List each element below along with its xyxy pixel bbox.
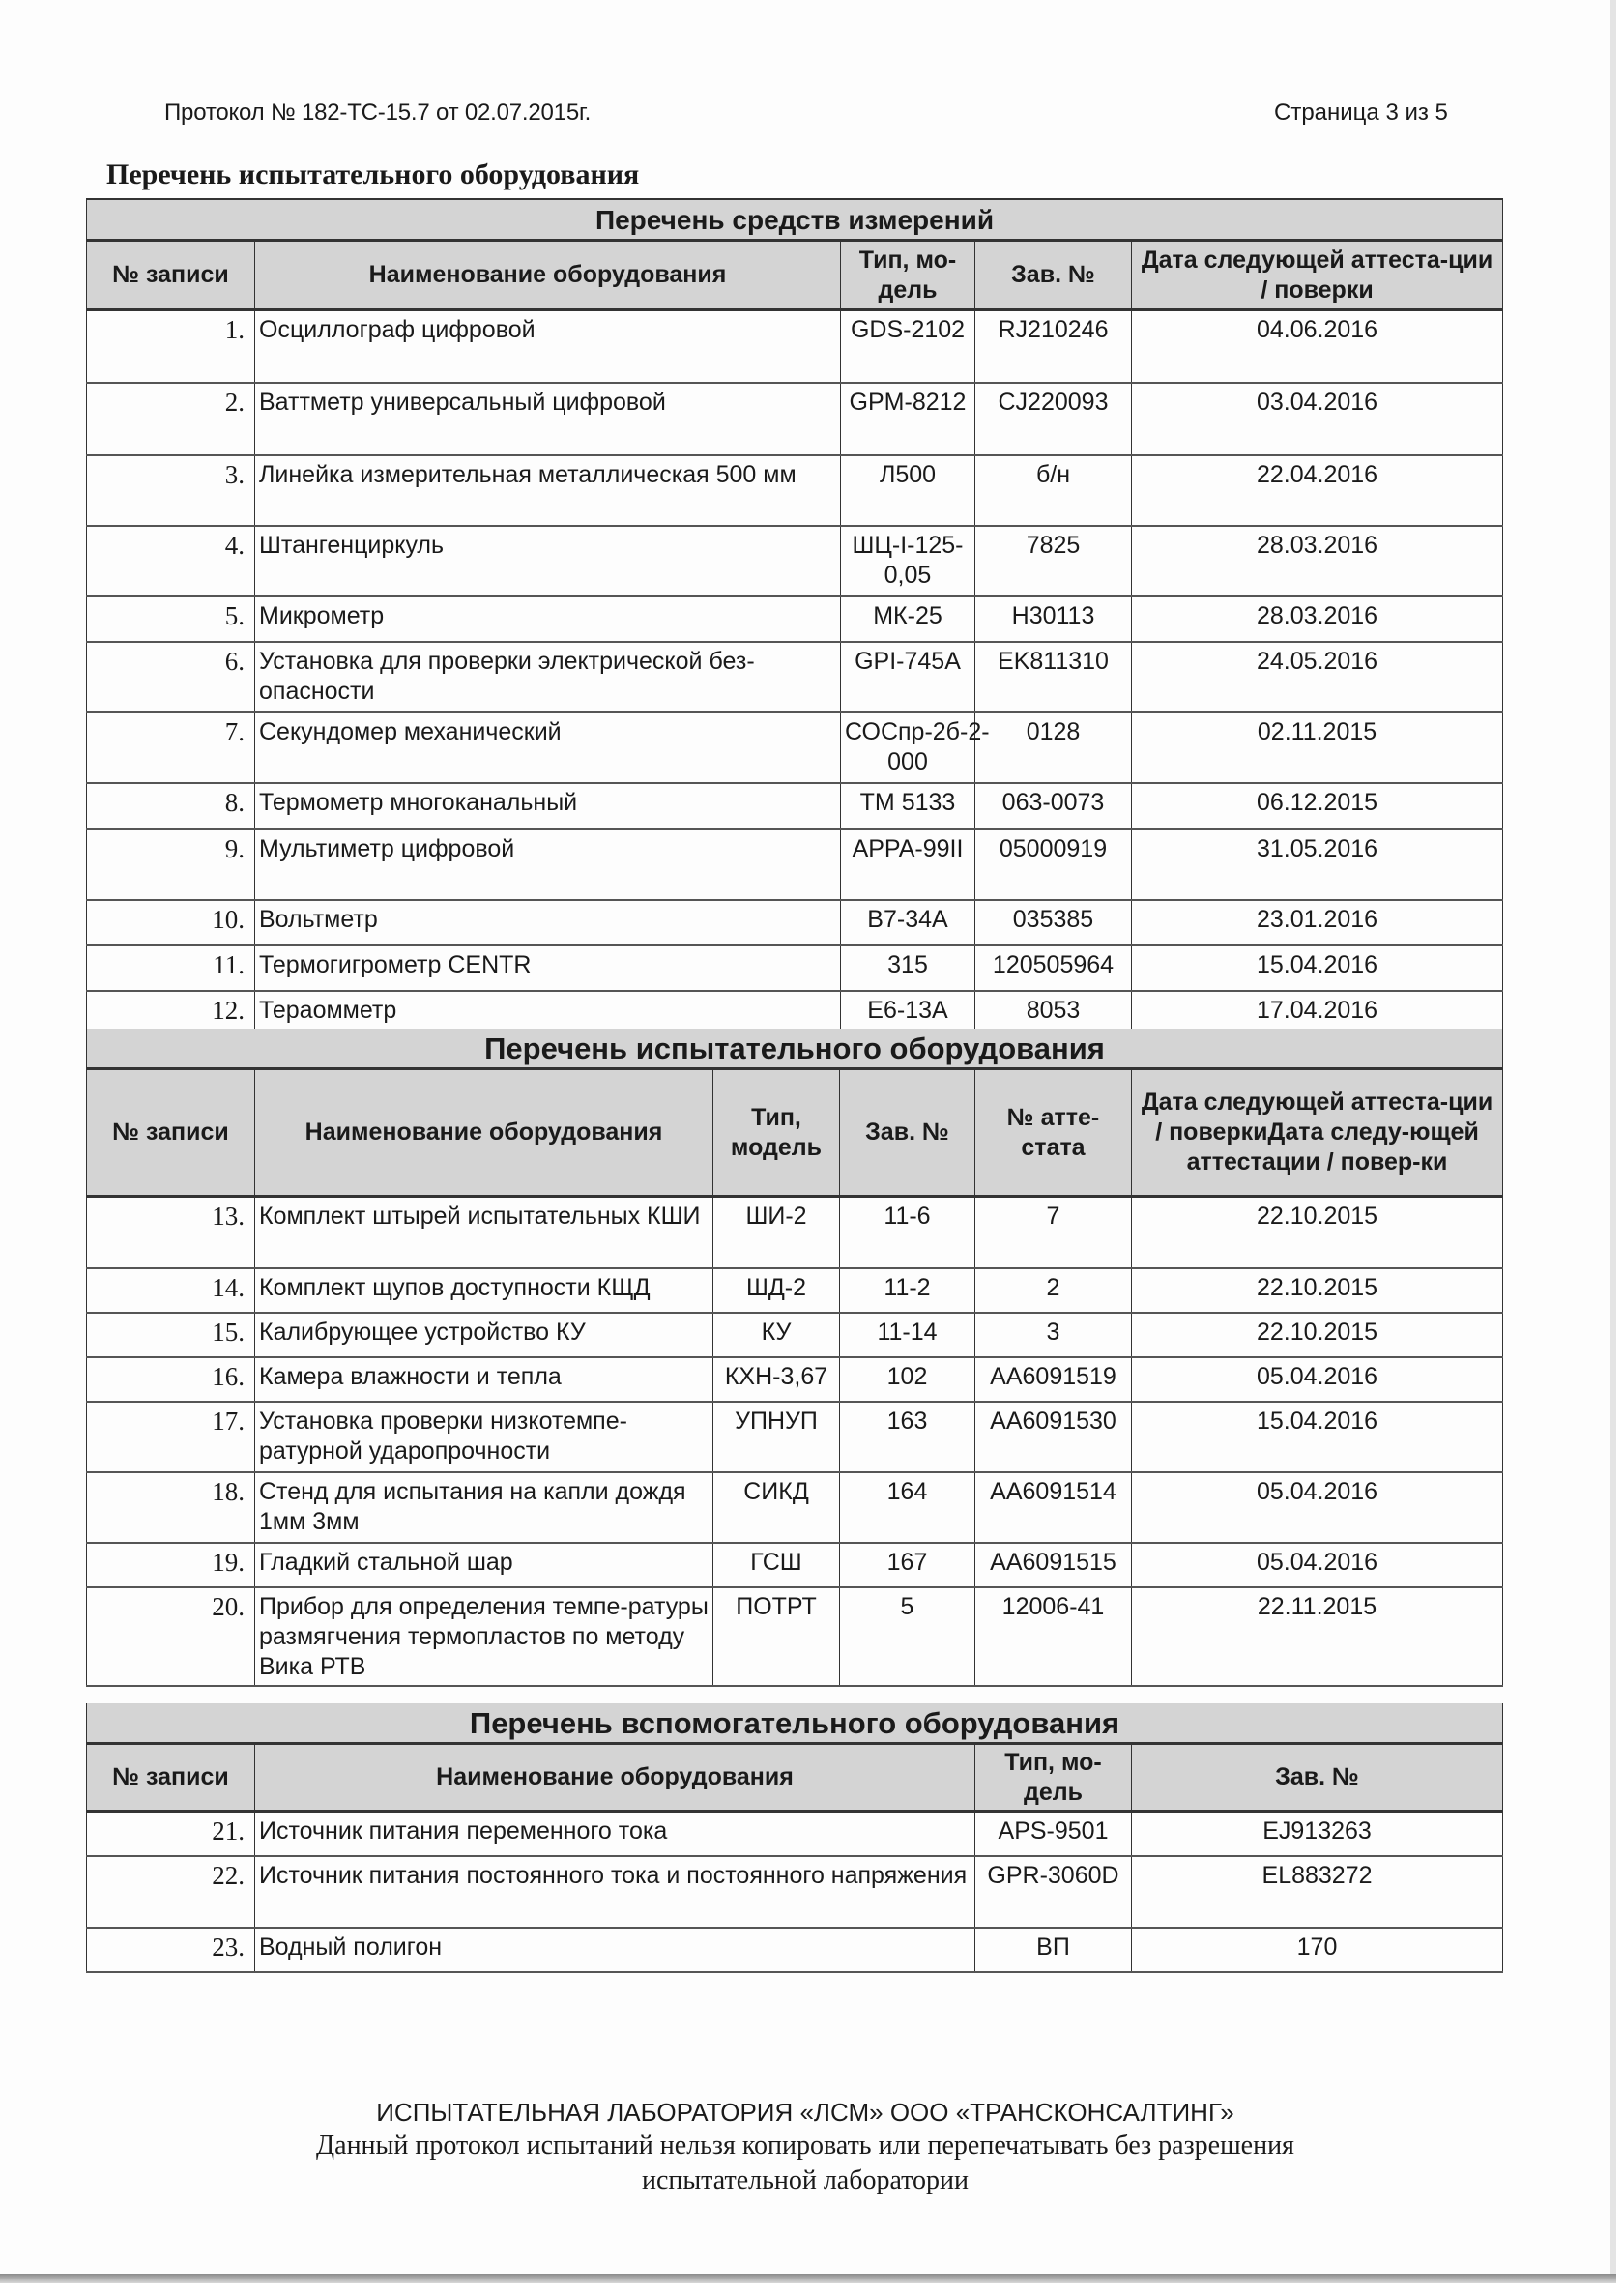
table-row [87,596,1503,642]
next-verification-date: 03.04.2016 [1132,383,1503,455]
serial-number: 11-14 [840,1313,975,1357]
lab-name: ИСПЫТАТЕЛЬНАЯ ЛАБОРАТОРИЯ «ЛСМ» ООО «ТРАНСКОНСАЛТИНГ» [376,2098,1234,2127]
page-indicator: Страница 3 из 5 [1274,100,1448,126]
equipment-name: Калибрующее устройство КУ [255,1313,713,1357]
type-model: СОСпр-2б-2-000 [841,712,975,783]
next-verification-date: 02.11.2015 [1132,712,1503,783]
table-row [87,310,1503,383]
record-number: 7. [87,712,255,783]
type-model: Е6-13А [841,991,975,1036]
equipment-name: Микрометр [255,596,841,642]
serial-number: 11-6 [840,1197,975,1268]
serial-number: 11-2 [840,1268,975,1313]
table-row [87,1928,1503,1972]
certificate-number: АА6091519 [975,1357,1132,1402]
record-number: 4. [87,526,255,596]
table-row [87,526,1503,596]
serial-number: EK811310 [975,642,1132,712]
equipment-name: Установка для проверки электрической без-опасности [255,642,841,712]
table-row [87,1812,1503,1856]
record-number: 11. [87,945,255,991]
equipment-name: Ваттметр универсальный цифровой [255,383,841,455]
column-header-record-no: № записи [87,241,255,310]
serial-number: CJ220093 [975,383,1132,455]
column-header-certificate-no: № атте-стата [975,1069,1132,1197]
equipment-name: Комплект щупов доступности КЩД [255,1268,713,1313]
record-number: 21. [87,1812,255,1856]
table-row [87,455,1503,526]
certificate-number: 2 [975,1268,1132,1313]
next-verification-date: 22.10.2015 [1132,1268,1503,1313]
type-model: УПНУП [713,1402,840,1472]
serial-number: 170 [1132,1928,1503,1972]
type-model: ШЦ-I-125-0,05 [841,526,975,596]
record-number: 5. [87,596,255,642]
certificate-number: 12006-41 [975,1587,1132,1686]
certificate-number: АА6091515 [975,1543,1132,1587]
record-number: 3. [87,455,255,526]
type-model: Л500 [841,455,975,526]
next-verification-date: 17.04.2016 [1132,991,1503,1036]
next-verification-date: 06.12.2015 [1132,783,1503,829]
column-header-serial-no: Зав. № [840,1069,975,1197]
record-number: 8. [87,783,255,829]
serial-number: 063-0073 [975,783,1132,829]
next-verification-date: 22.04.2016 [1132,455,1503,526]
column-header-equipment-name: Наименование оборудования [255,1744,975,1812]
equipment-name: Мультиметр цифровой [255,829,841,900]
serial-number: б/н [975,455,1132,526]
record-number: 22. [87,1856,255,1928]
type-model: ГСШ [713,1543,840,1587]
serial-number: 05000919 [975,829,1132,900]
type-model: В7-34А [841,900,975,945]
type-model: ТМ 5133 [841,783,975,829]
equipment-name: Прибор для определения темпе-ратуры размягчения термопластов по методу Вика РТВ [255,1587,713,1686]
table-row [87,1268,1503,1313]
serial-number: 0128 [975,712,1132,783]
type-model: СИКД [713,1472,840,1543]
table-row [87,1402,1503,1472]
table-row [87,1587,1503,1686]
record-number: 18. [87,1472,255,1543]
copy-notice-line-2: испытательной лаборатории [641,2165,970,2195]
serial-number: 163 [840,1402,975,1472]
next-verification-date: 22.10.2015 [1132,1313,1503,1357]
next-verification-date: 04.06.2016 [1132,310,1503,383]
serial-number: Н30113 [975,596,1132,642]
column-header-next-date: Дата следующей аттеста-ции / поверкиДата следу-ющей аттестации / повер-ки [1132,1069,1503,1197]
type-model: GPI-745A [841,642,975,712]
record-number: 16. [87,1357,255,1402]
table-row [87,783,1503,829]
auxiliary-rows [87,1812,1503,1972]
next-verification-date: 24.05.2016 [1132,642,1503,712]
type-model: ВП [975,1928,1132,1972]
copy-notice-line-1: Данный протокол испытаний нельзя копировать или перепечатывать без разрешения [316,2131,1294,2161]
table-row [87,1856,1503,1928]
testing-equipment-table [86,1029,1503,1687]
table-row [87,712,1503,783]
next-verification-date: 05.04.2016 [1132,1472,1503,1543]
section-title-auxiliary: Перечень вспомогательного оборудования [87,1703,1503,1744]
equipment-name: Термометр многоканальный [255,783,841,829]
equipment-name: Камера влажности и тепла [255,1357,713,1402]
next-verification-date: 22.10.2015 [1132,1197,1503,1268]
next-verification-date: 15.04.2016 [1132,1402,1503,1472]
table-row [87,1313,1503,1357]
equipment-name: Осциллограф цифровой [255,310,841,383]
record-number: 1. [87,310,255,383]
type-model: APPA-99II [841,829,975,900]
record-number: 20. [87,1587,255,1686]
equipment-name: Гладкий стальной шар [255,1543,713,1587]
equipment-name: Установка проверки низкотемпе-ратурной ударопрочности [255,1402,713,1472]
table-row [87,829,1503,900]
serial-number: RJ210246 [975,310,1132,383]
next-verification-date: 05.04.2016 [1132,1357,1503,1402]
column-header-type-model: Тип, мо-дель [841,241,975,310]
record-number: 14. [87,1268,255,1313]
equipment-name: Стенд для испытания на капли дождя 1мм 3мм [255,1472,713,1543]
table-row [87,1472,1503,1543]
next-verification-date: 31.05.2016 [1132,829,1503,900]
record-number: 2. [87,383,255,455]
type-model: 315 [841,945,975,991]
table-row [87,642,1503,712]
record-number: 19. [87,1543,255,1587]
table-row [87,1357,1503,1402]
auxiliary-equipment-table [86,1703,1503,1973]
type-model: ШИ-2 [713,1197,840,1268]
serial-number: 035385 [975,900,1132,945]
column-header-record-no: № записи [87,1069,255,1197]
column-header-equipment-name: Наименование оборудования [255,241,841,310]
equipment-name: Комплект штырей испытательных КШИ [255,1197,713,1268]
equipment-name: Термогигрометр CENTR [255,945,841,991]
type-model: КУ [713,1313,840,1357]
serial-number: 164 [840,1472,975,1543]
serial-number: EL883272 [1132,1856,1503,1928]
record-number: 12. [87,991,255,1036]
measuring-rows [87,310,1503,1036]
next-verification-date: 15.04.2016 [1132,945,1503,991]
certificate-number: АА6091514 [975,1472,1132,1543]
testing-rows [87,1197,1503,1686]
page-title: Перечень испытательного оборудования [106,159,640,190]
protocol-number: Протокол № 182-ТС-15.7 от 02.07.2015г. [164,100,592,126]
next-verification-date: 28.03.2016 [1132,526,1503,596]
table-row [87,900,1503,945]
table-row [87,1197,1503,1268]
record-number: 23. [87,1928,255,1972]
record-number: 9. [87,829,255,900]
certificate-number: 7 [975,1197,1132,1268]
equipment-name: Секундомер механический [255,712,841,783]
equipment-name: Водный полигон [255,1928,975,1972]
serial-number: 120505964 [975,945,1132,991]
next-verification-date: 22.11.2015 [1132,1587,1503,1686]
certificate-number: АА6091530 [975,1402,1132,1472]
table-row [87,1543,1503,1587]
type-model: ШД-2 [713,1268,840,1313]
serial-number: 167 [840,1543,975,1587]
equipment-name: Штангенциркуль [255,526,841,596]
equipment-name: Вольтметр [255,900,841,945]
serial-number: 7825 [975,526,1132,596]
column-header-next-date: Дата следующей аттеста-ции / поверки [1132,241,1503,310]
type-model: МК-25 [841,596,975,642]
type-model: ПОТРТ [713,1587,840,1686]
section-title-measuring: Перечень средств измерений [87,199,1503,241]
record-number: 15. [87,1313,255,1357]
equipment-name: Источник питания постоянного тока и постоянного напряжения [255,1856,975,1928]
page-edge-shadow [0,2274,1616,2283]
record-number: 10. [87,900,255,945]
record-number: 13. [87,1197,255,1268]
type-model: GPM-8212 [841,383,975,455]
column-header-serial-no: Зав. № [975,241,1132,310]
serial-number: 102 [840,1357,975,1402]
next-verification-date: 28.03.2016 [1132,596,1503,642]
table-row [87,383,1503,455]
type-model: APS-9501 [975,1812,1132,1856]
serial-number: EJ913263 [1132,1812,1503,1856]
section-title-testing: Перечень испытательного оборудования [87,1029,1503,1069]
equipment-name: Линейка измерительная металлическая 500 мм [255,455,841,526]
column-header-serial-no: Зав. № [1132,1744,1503,1812]
type-model: GPR-3060D [975,1856,1132,1928]
equipment-name: Тераомметр [255,991,841,1036]
type-model: GDS-2102 [841,310,975,383]
serial-number: 5 [840,1587,975,1686]
column-header-type-model: Тип, модель [713,1069,840,1197]
next-verification-date: 05.04.2016 [1132,1543,1503,1587]
equipment-name: Источник питания переменного тока [255,1812,975,1856]
table-row [87,945,1503,991]
measuring-instruments-table [86,198,1503,1037]
next-verification-date: 23.01.2016 [1132,900,1503,945]
column-header-type-model: Тип, мо-дель [975,1744,1132,1812]
certificate-number: 3 [975,1313,1132,1357]
serial-number: 8053 [975,991,1132,1036]
record-number: 17. [87,1402,255,1472]
record-number: 6. [87,642,255,712]
column-header-record-no: № записи [87,1744,255,1812]
type-model: КХН-3,67 [713,1357,840,1402]
column-header-equipment-name: Наименование оборудования [255,1069,713,1197]
